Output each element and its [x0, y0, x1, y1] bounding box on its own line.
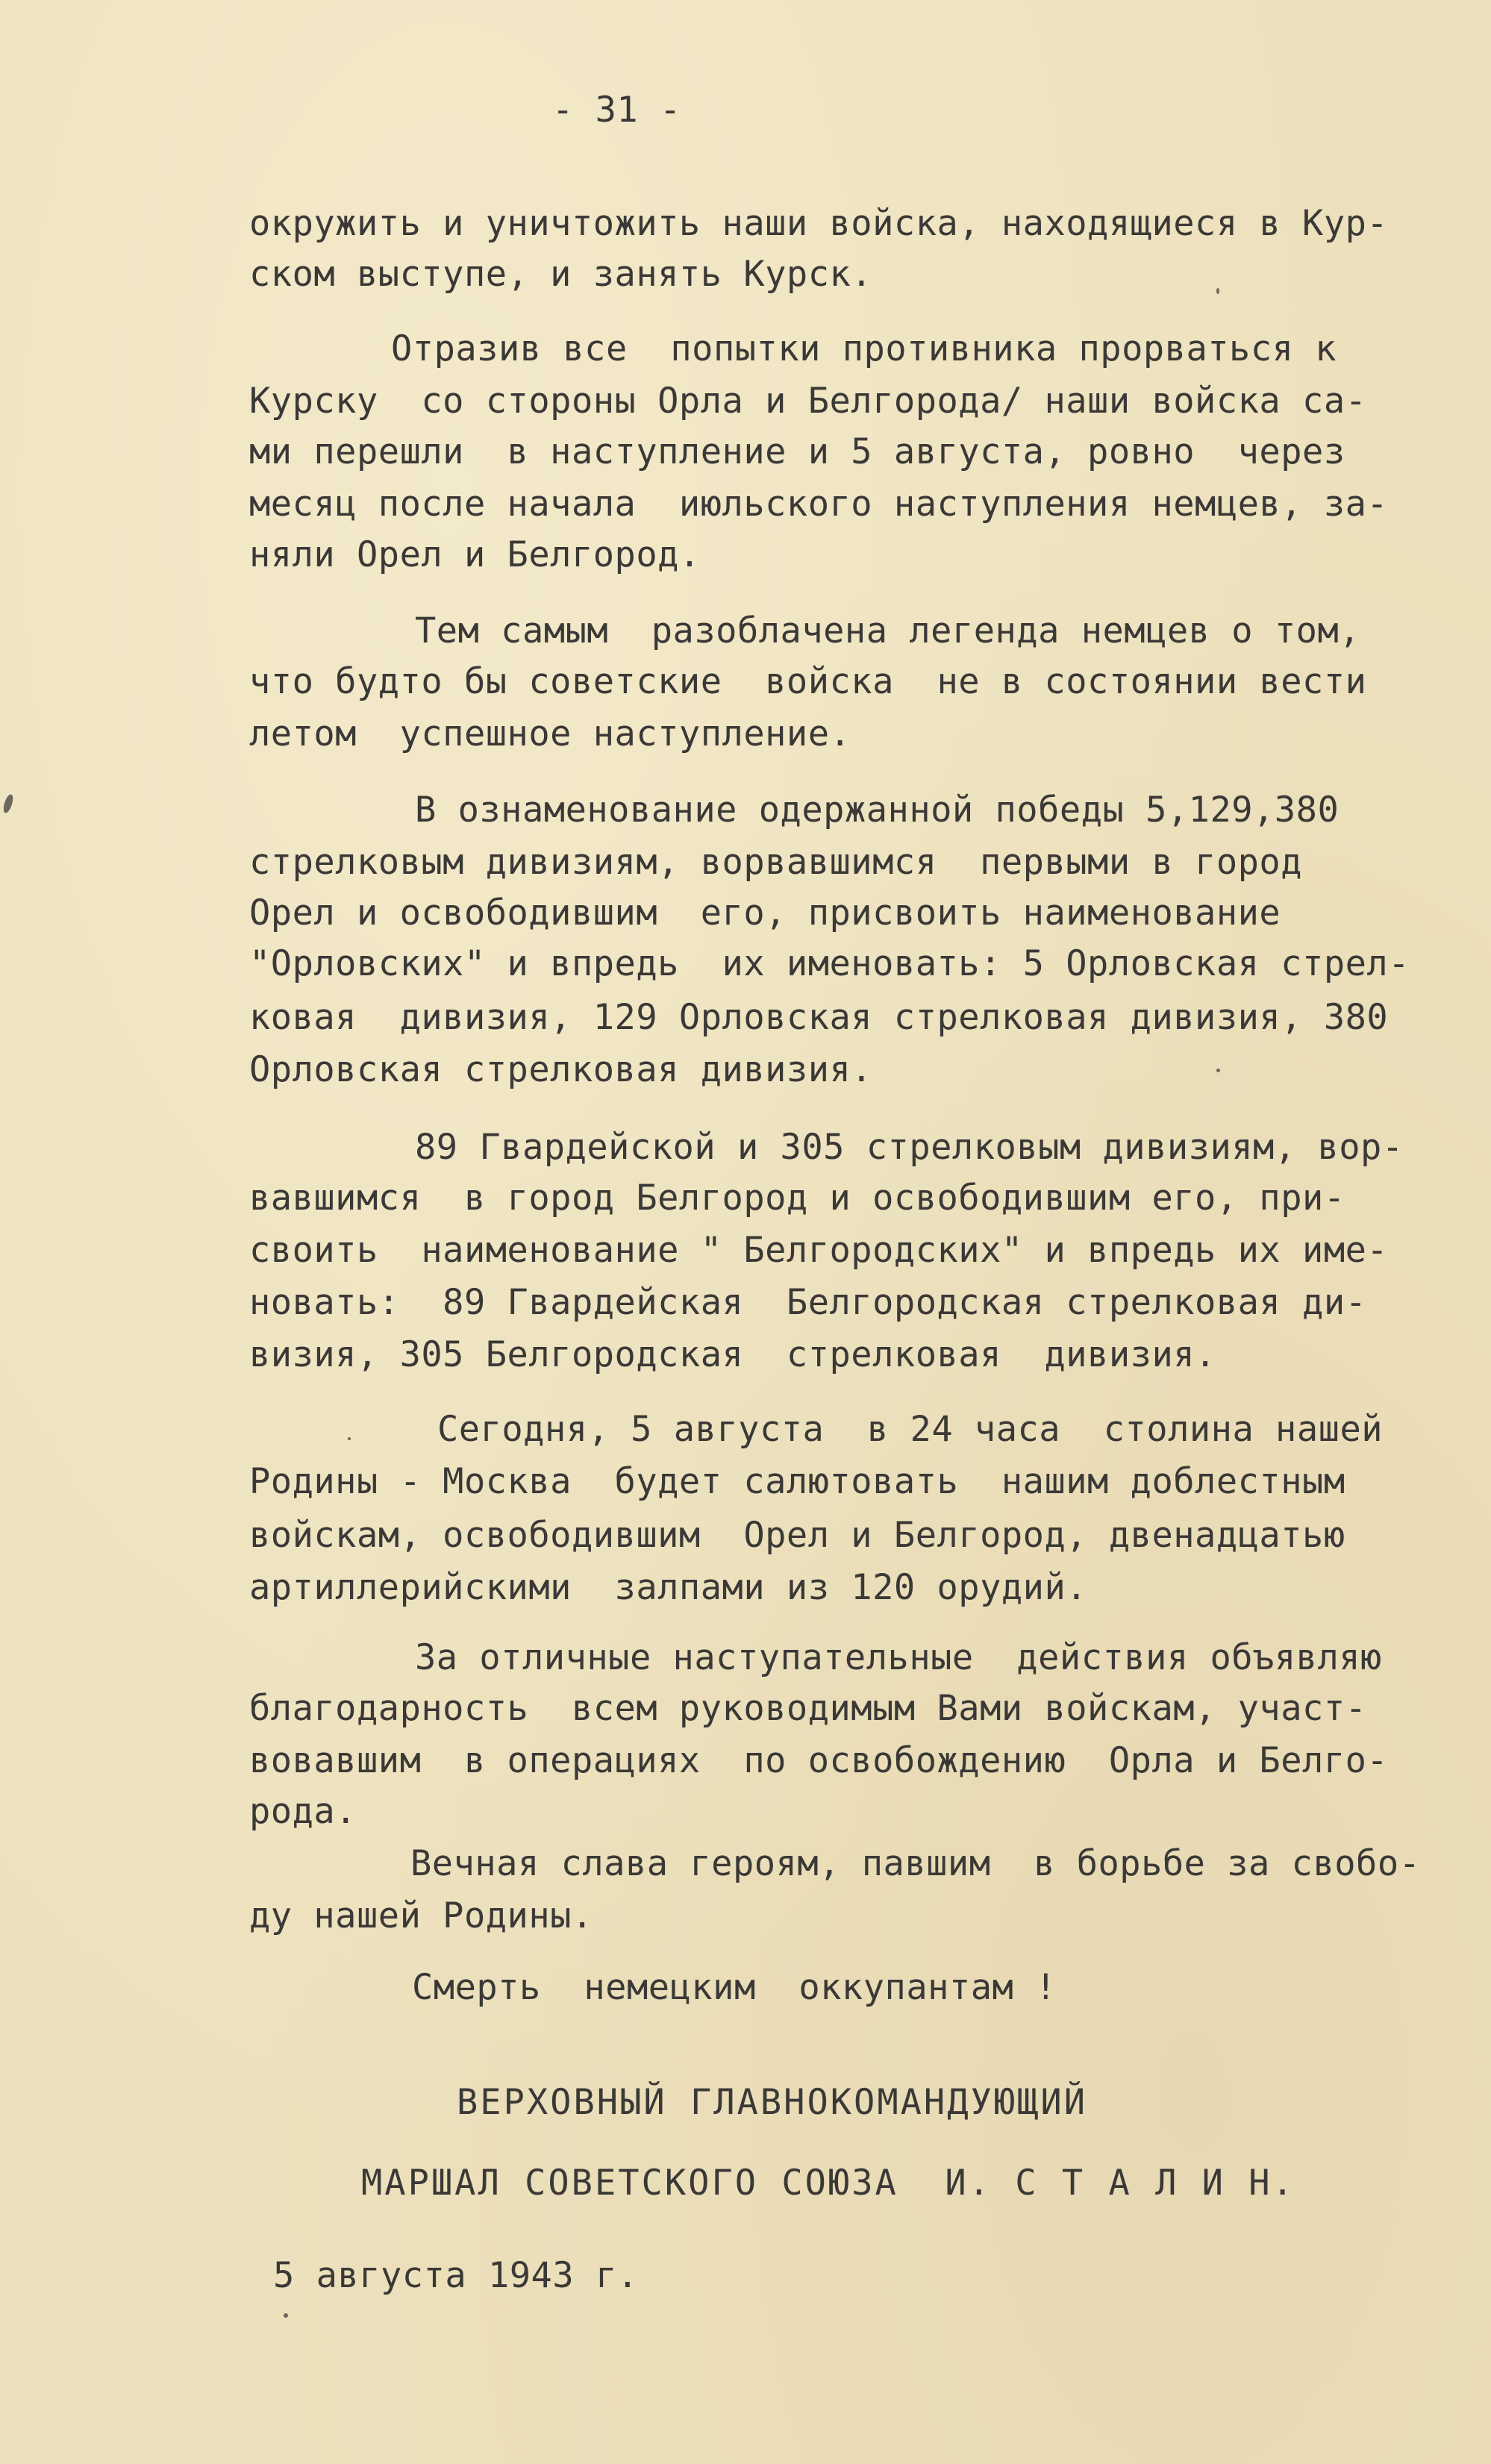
text-line: артиллерийскими залпами из 120 орудий.	[249, 1567, 1088, 1608]
text-line: Орловская стрелковая дивизия.	[249, 1049, 873, 1090]
text-line: благодарность всем руководимым Вами войскам, участ-	[249, 1688, 1367, 1729]
text-line: "Орловских" и впредь их именовать: 5 Орловская стрел-	[249, 943, 1410, 984]
paper-speck	[348, 1437, 351, 1440]
text-line: Отразив все попытки противника прорваться к	[391, 328, 1337, 369]
text-line: вовавшим в операциях по освобождению Орла и Белго-	[249, 1740, 1389, 1781]
text-line: месяц после начала июльского наступления немцев, за-	[249, 484, 1389, 525]
text-line: Родины - Москва будет салютовать нашим доблестным	[249, 1461, 1345, 1502]
text-line: стрелковым дивизиям, ворвавшимся первыми в город	[249, 842, 1303, 883]
text-line: Сегодня, 5 августа в 24 часа столина нашей	[437, 1409, 1384, 1450]
document-date: 5 августа 1943 г.	[273, 2255, 639, 2296]
text-line: Курску со стороны Орла и Белгорода/ наши войска са-	[249, 381, 1367, 422]
text-line: ду нашей Родины.	[249, 1895, 593, 1936]
paper-speck	[1216, 1069, 1220, 1072]
text-line: ковая дивизия, 129 Орловская стрелковая дивизия, 380	[249, 997, 1389, 1038]
text-line: рода.	[249, 1791, 357, 1832]
page-number: - 31 -	[552, 90, 681, 131]
text-line: В ознаменование одержанной победы 5,129,380	[415, 789, 1340, 831]
closing-slogan: Смерть немецким оккупантам !	[412, 1967, 1057, 2008]
text-line: За отличные наступательные действия объявляю	[415, 1637, 1382, 1678]
text-line: окружить и уничтожить наши войска, находящиеся в Кур-	[249, 203, 1389, 244]
text-line: вавшимся в город Белгород и освободившим его, при-	[249, 1178, 1345, 1219]
text-line: войскам, освободившим Орел и Белгород, двенадцатью	[249, 1515, 1345, 1556]
paper-speck	[284, 2313, 288, 2318]
text-line: ском выступе, и занять Курск.	[249, 254, 873, 295]
signature-title: ВЕРХОВНЫЙ ГЛАВНОКОМАНДУЮЩИЙ	[457, 2082, 1088, 2123]
text-line: Тем самым разоблачена легенда немцев о том,	[415, 610, 1361, 651]
paper-speck	[1216, 288, 1219, 294]
text-line: что будто бы советские войска не в состоянии вести	[249, 661, 1367, 702]
paper-speck	[1, 793, 15, 814]
text-line: няли Орел и Белгород.	[249, 534, 701, 575]
text-line: визия, 305 Белгородская стрелковая дивизия.	[249, 1334, 1216, 1375]
text-line: 89 Гвардейской и 305 стрелковым дивизиям, вор-	[415, 1127, 1404, 1168]
text-line: своить наименование " Белгородских" и впредь их име-	[249, 1230, 1389, 1271]
text-line: Вечная слава героям, павшим в борьбе за свобо-	[410, 1843, 1421, 1884]
text-line: Орел и освободившим его, присвоить наименование	[249, 892, 1281, 934]
text-line: летом успешное наступление.	[249, 713, 851, 754]
text-line: новать: 89 Гвардейская Белгородская стрелковая ди-	[249, 1282, 1367, 1323]
signature-name: МАРШАЛ СОВЕТСКОГО СОЮЗА И. С Т А Л И Н.	[361, 2163, 1295, 2204]
text-line: ми перешли в наступление и 5 августа, ровно через	[249, 431, 1345, 472]
